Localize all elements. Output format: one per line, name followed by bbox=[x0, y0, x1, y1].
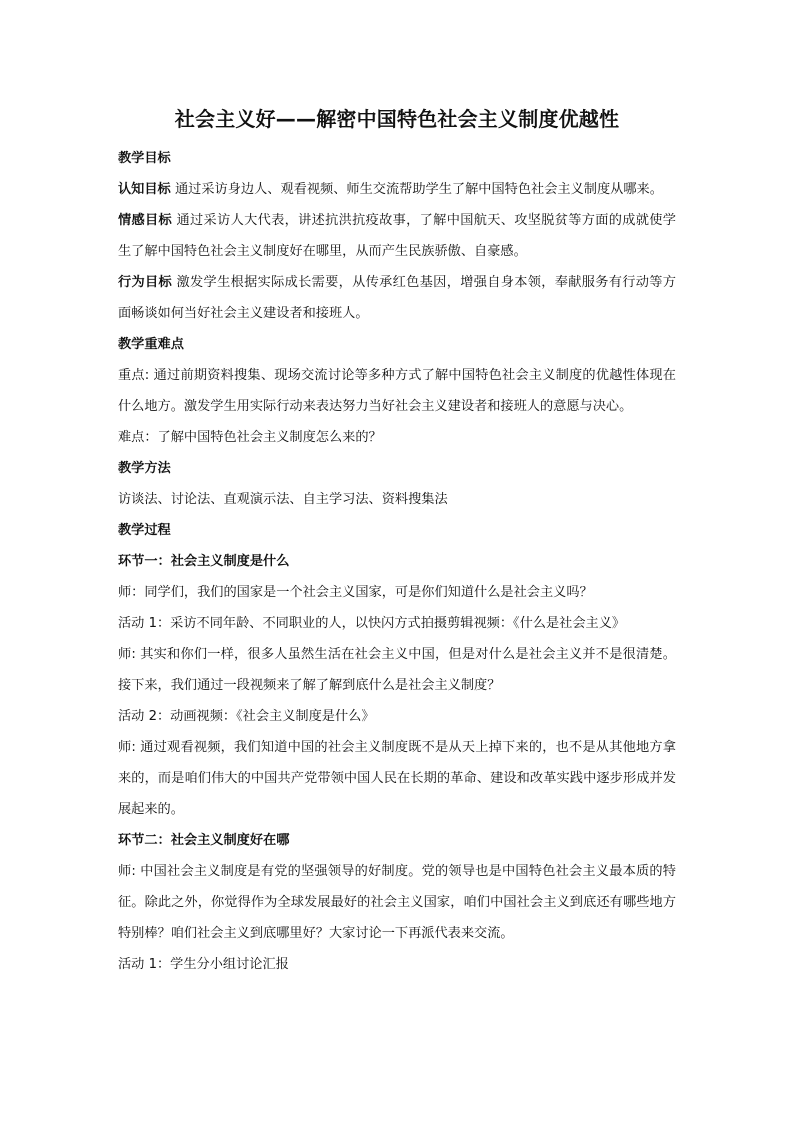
keypoint-focus: 重点: 通过前期资料搜集、现场交流讨论等多种方式了解中国特色社会主义制度的优越性体现在什么地方。激发学生用实际行动来表达努力当好社会主义建设者和接班人的意愿与决心。 bbox=[118, 368, 676, 414]
process-link2-teacher1: 师: 中国社会主义制度是有党的坚强领导的好制度。党的领导也是中国特色社会主义最本质的特征。除此之外，你觉得作为全球发展最好的社会主义国家，咱们中国社会主义到底还有哪些地方特别棒？咱们社会主义到底哪里好？大家讨论一下再派代表来交流。 bbox=[118, 864, 676, 941]
goal-behavior-label: 行为目标 bbox=[118, 275, 173, 290]
process-link1-activity2: 活动 2：动画视频：《社会主义制度是什么》 bbox=[118, 709, 375, 724]
goal-cognitive-label: 认知目标 bbox=[118, 182, 171, 197]
section-heading-keypoints: 教学重难点 bbox=[118, 337, 184, 352]
process-link2-heading: 环节二：社会主义制度好在哪 bbox=[118, 833, 290, 848]
keypoint-difficulty: 难点：了解中国特色社会主义制度怎么来的？ bbox=[118, 430, 382, 445]
goal-emotional-label: 情感目标 bbox=[118, 213, 173, 228]
goal-emotional bbox=[118, 205, 676, 267]
section-heading-teaching-goals: 教学目标 bbox=[118, 151, 171, 166]
process-link1-activity1: 活动 1：采访不同年龄、不同职业的人，以快闪方式拍摄剪辑视频：《什么是社会主义》 bbox=[118, 616, 626, 631]
methods-text: 访谈法、讨论法、直观演示法、自主学习法、资料搜集法 bbox=[118, 492, 448, 507]
section-heading-process: 教学过程 bbox=[118, 523, 171, 538]
document-title: 社会主义好——解密中国特色社会主义制度优越性 bbox=[174, 107, 620, 131]
section-heading-methods: 教学方法 bbox=[118, 461, 171, 476]
process-link2-activity1: 活动 1：学生分小组讨论汇报 bbox=[118, 957, 289, 972]
process-link1-teacher2: 师: 其实和你们一样，很多人虽然生活在社会主义中国，但是对什么是社会主义并不是很清楚。接下来，我们通过一段视频来了解了解到底什么是社会主义制度？ bbox=[118, 647, 676, 693]
goal-cognitive-text: 通过采访身边人、观看视频、师生交流帮助学生了解中国特色社会主义制度从哪来。 bbox=[174, 182, 663, 197]
process-link1-heading: 环节一：社会主义制度是什么 bbox=[118, 554, 290, 569]
goal-emotional-text: 通过采访人大代表，讲述抗洪抗疫故事，了解中国航天、攻坚脱贫等方面的成就使学生了解中国特色社会主义制度好在哪里，从而产生民族骄傲、自豪感。 bbox=[118, 213, 676, 259]
goal-cognitive bbox=[118, 174, 676, 205]
process-link1-teacher3: 师: 通过观看视频，我们知道中国的社会主义制度既不是从天上掉下来的，也不是从其他地方拿来的，而是咱们伟大的中国共产党带领中国人民在长期的革命、建设和改革实践中逐步形成并发展起来的。 bbox=[118, 740, 676, 817]
process-link1-teacher-intro: 师：同学们，我们的国家是一个社会主义国家，可是你们知道什么是社会主义吗？ bbox=[118, 585, 593, 600]
goal-behavior-text: 激发学生根据实际成长需要，从传承红色基因，增强自身本领，奉献服务有行动等方面畅谈如何当好社会主义建设者和接班人。 bbox=[118, 275, 676, 321]
goal-behavior bbox=[118, 267, 676, 329]
